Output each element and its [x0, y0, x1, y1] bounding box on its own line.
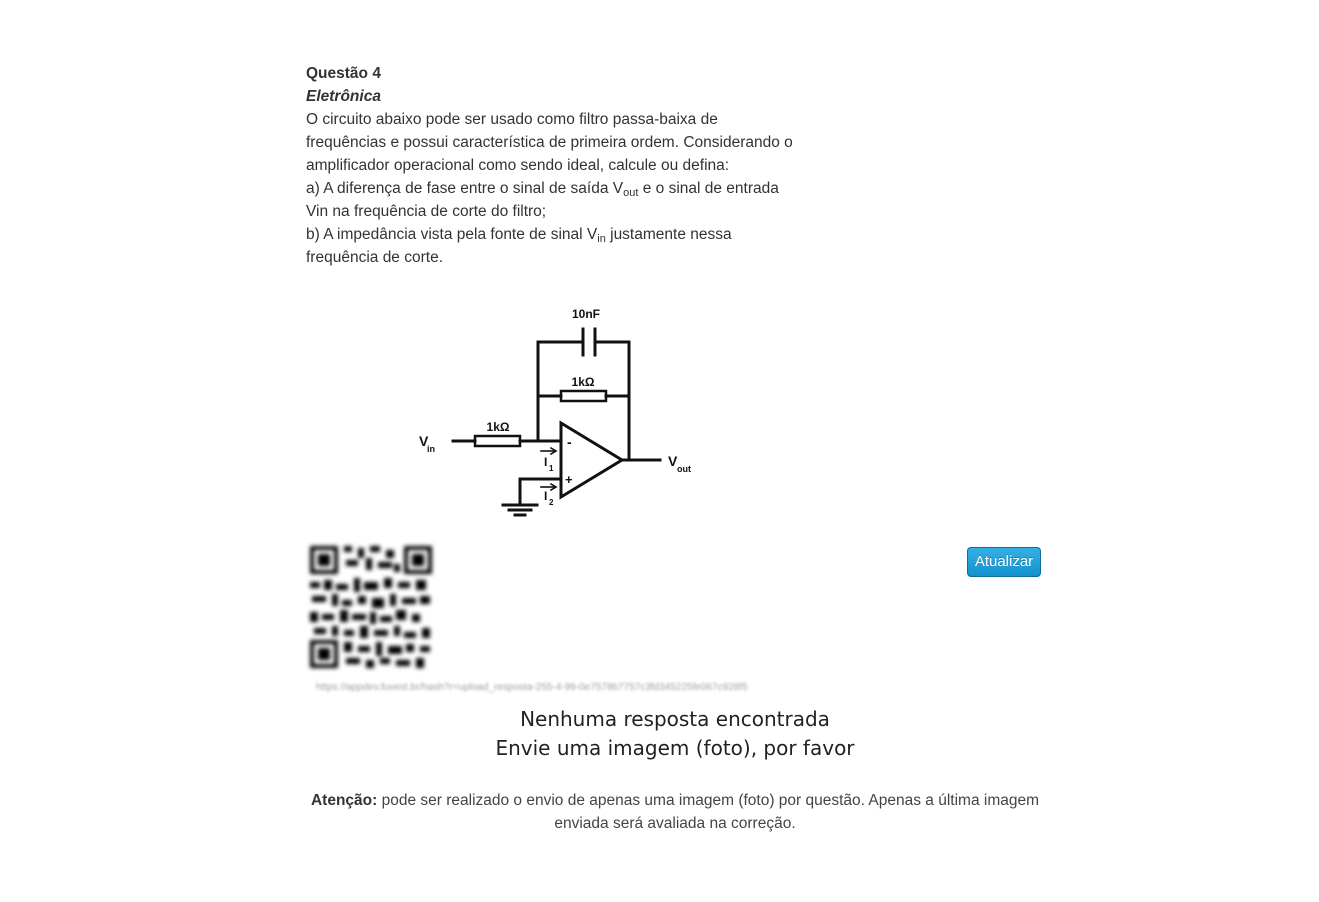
- question-subject: Eletrônica: [306, 88, 381, 105]
- subscript: out: [623, 187, 639, 199]
- question-text-line: amplificador operacional como sendo ideal, calcule ou defina:: [306, 157, 730, 174]
- question-text-fragment: a) A diferença de fase entre o sinal de saída V: [306, 180, 624, 197]
- question-title: Questão 4: [306, 65, 381, 82]
- question-text-line: frequências e possui característica de primeira ordem. Considerando o: [306, 134, 793, 151]
- question-item-a: [306, 177, 826, 200]
- question-text-line: O circuito abaixo pode ser usado como filtro passa-baixa de: [306, 111, 718, 128]
- noninverting-sign: +: [565, 472, 573, 487]
- attention-text: pode ser realizado o envio de apenas uma imagem (foto) por questão. Apenas a última imagem enviada será avaliada na correção.: [377, 792, 1040, 832]
- i1-label: I: [544, 455, 548, 469]
- qr-code: [306, 542, 436, 672]
- qr-code-image: [306, 542, 436, 672]
- vout-subscript: out: [677, 464, 691, 474]
- i1-subscript: 1: [549, 464, 554, 473]
- question-text-fragment: e o sinal de entrada: [638, 180, 779, 197]
- question-block: [306, 62, 826, 269]
- vin-label: V: [419, 433, 429, 449]
- question-item-b: [306, 223, 826, 246]
- input-resistor: [475, 436, 520, 446]
- circuit-diagram: [405, 298, 715, 526]
- vin-subscript: in: [427, 444, 435, 454]
- subscript: in: [597, 233, 606, 245]
- input-resistor-label: 1kΩ: [486, 420, 510, 434]
- feedback-resistor-label: 1kΩ: [571, 375, 595, 389]
- no-answer-line: Nenhuma resposta encontrada: [520, 707, 830, 731]
- update-button[interactable]: Atualizar: [967, 547, 1041, 577]
- circuit-svg: [405, 298, 715, 526]
- question-text-line: frequência de corte.: [306, 249, 444, 266]
- attention-label: Atenção:: [310, 792, 378, 809]
- no-answer-line: Envie uma imagem (foto), por favor: [495, 736, 855, 760]
- question-text-line: Vin na frequência de corte do filtro;: [306, 203, 547, 220]
- i2-subscript: 2: [549, 498, 554, 507]
- question-text-fragment: b) A impedância vista pela fonte de sinal V: [306, 226, 598, 243]
- capacitor-label: 10nF: [571, 307, 601, 321]
- vout-label: V: [668, 453, 678, 469]
- inverting-sign: -: [567, 434, 572, 450]
- question-text-fragment: justamente nessa: [605, 226, 732, 243]
- no-answer-message: [420, 705, 930, 763]
- upload-url: https://appdev.fuvest.br/hash?r=upload_resposta-255-4-99-0e7578b7757c3fd345225fe067c928f5: [316, 682, 748, 693]
- attention-notice: [290, 789, 1060, 835]
- i2-label: I: [544, 489, 548, 503]
- feedback-resistor: [561, 391, 606, 401]
